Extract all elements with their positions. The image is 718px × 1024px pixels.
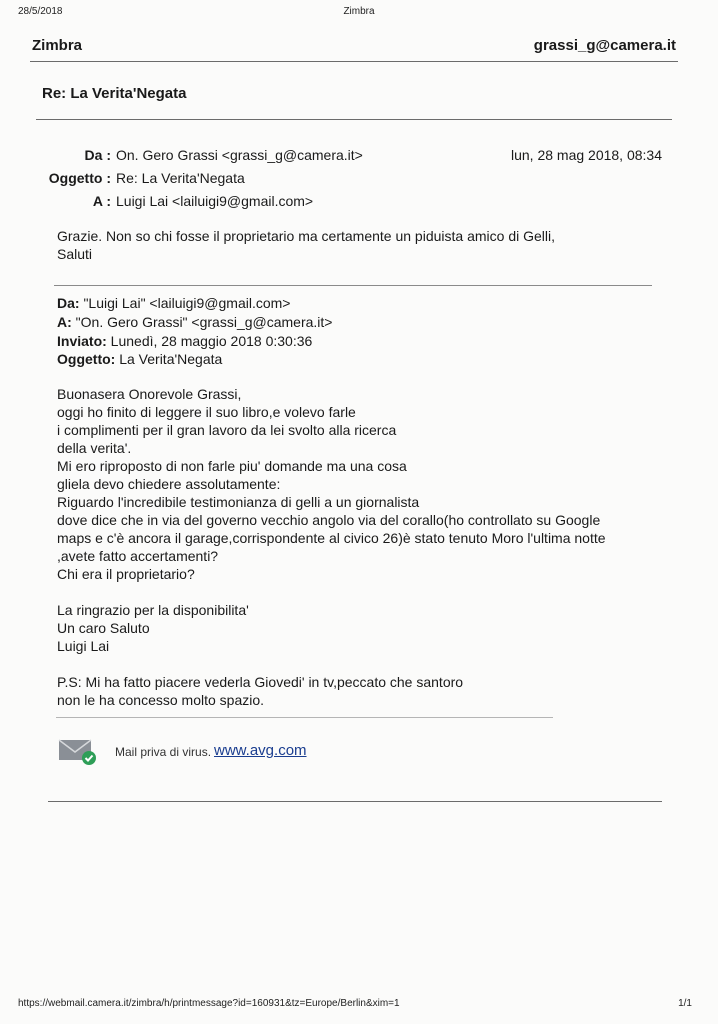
quoted-from-value: "Luigi Lai" <lailuigi9@gmail.com> bbox=[83, 295, 291, 311]
quoted-line: della verita'. bbox=[57, 440, 132, 456]
quoted-subject-value: La Verita'Negata bbox=[119, 351, 223, 367]
quoted-line: Buonasera Onorevole Grassi, bbox=[57, 386, 242, 402]
signature-divider bbox=[56, 717, 553, 718]
quoted-line: Chi era il proprietario? bbox=[57, 566, 195, 582]
app-name: Zimbra bbox=[32, 37, 83, 54]
envelope-check-icon bbox=[58, 738, 98, 764]
avg-link[interactable]: www.avg.com bbox=[214, 742, 307, 759]
quoted-line: i complimenti per il gran lavoro da lei svolto alla ricerca bbox=[57, 422, 397, 438]
quoted-from bbox=[57, 295, 291, 311]
quoted-line: P.S: Mi ha fatto piacere vederla Giovedi' in tv,peccato che santoro bbox=[57, 674, 464, 690]
page-number: 1/1 bbox=[678, 998, 692, 1009]
quoted-subject-label: Oggetto: bbox=[57, 351, 116, 367]
quote-divider bbox=[54, 285, 652, 286]
quoted-line bbox=[57, 655, 606, 673]
message-date: lun, 28 mag 2018, 08:34 bbox=[510, 147, 662, 163]
quoted-to bbox=[57, 314, 332, 330]
quoted-line: ,avete fatto accertamenti? bbox=[57, 548, 219, 564]
quoted-line: Riguardo l'incredibile testimonianza di gelli a un giornalista bbox=[57, 494, 420, 510]
quoted-sent bbox=[57, 333, 312, 349]
quoted-subject bbox=[57, 351, 222, 367]
subject-value: Re: La Verita'Negata bbox=[116, 170, 245, 186]
reply-line: Grazie. Non so chi fosse il proprietario ma certamente un piduista amico di Gelli, bbox=[57, 228, 555, 244]
subject-title: Re: La Verita'Negata bbox=[42, 85, 187, 102]
footer-divider bbox=[48, 801, 662, 802]
title-divider bbox=[30, 61, 678, 62]
quoted-line: dove dice che in via del governo vecchio angolo via del corallo(ho controllato su Google bbox=[57, 512, 601, 528]
to-value: Luigi Lai <lailuigi9@gmail.com> bbox=[116, 193, 314, 209]
quoted-body bbox=[57, 385, 606, 709]
subject-label: Oggetto : bbox=[48, 170, 111, 186]
quoted-to-label: A: bbox=[57, 314, 72, 330]
quoted-line: Mi ero riproposto di non farle piu' domande ma una cosa bbox=[57, 458, 407, 474]
avg-text: Mail priva di virus. bbox=[115, 745, 212, 759]
quoted-line: maps e c'è ancora il garage,corrispondente al civico 26)è stato tenuto Moro l'ultima notte bbox=[57, 530, 606, 546]
print-date: 28/5/2018 bbox=[18, 6, 63, 17]
reply-body bbox=[57, 227, 555, 263]
to-label: A : bbox=[92, 193, 111, 209]
quoted-to-value: "On. Gero Grassi" <grassi_g@camera.it> bbox=[75, 314, 333, 330]
quoted-line: Un caro Saluto bbox=[57, 620, 150, 636]
quoted-line: La ringrazio per la disponibilita' bbox=[57, 602, 249, 618]
reply-line: Saluti bbox=[57, 246, 93, 262]
quoted-line: non le ha concesso molto spazio. bbox=[57, 692, 265, 708]
print-app-title: Zimbra bbox=[343, 6, 375, 17]
quoted-line bbox=[57, 583, 606, 601]
quoted-line: oggi ho finito di leggere il suo libro,e volevo farle bbox=[57, 404, 356, 420]
from-label: Da : bbox=[84, 147, 111, 163]
quoted-line: gliela devo chiedere assolutamente: bbox=[57, 476, 281, 492]
account-address: grassi_g@camera.it bbox=[533, 37, 676, 54]
quoted-sent-label: Inviato: bbox=[57, 333, 107, 349]
from-value: On. Gero Grassi <grassi_g@camera.it> bbox=[116, 147, 363, 163]
quoted-from-label: Da: bbox=[57, 295, 80, 311]
subject-divider bbox=[36, 119, 672, 120]
print-url: https://webmail.camera.it/zimbra/h/printmessage?id=160931&tz=Europe/Berlin&xim=1 bbox=[18, 998, 400, 1009]
quoted-sent-value: Lunedì, 28 maggio 2018 0:30:36 bbox=[110, 333, 313, 349]
quoted-line: Luigi Lai bbox=[57, 638, 110, 654]
